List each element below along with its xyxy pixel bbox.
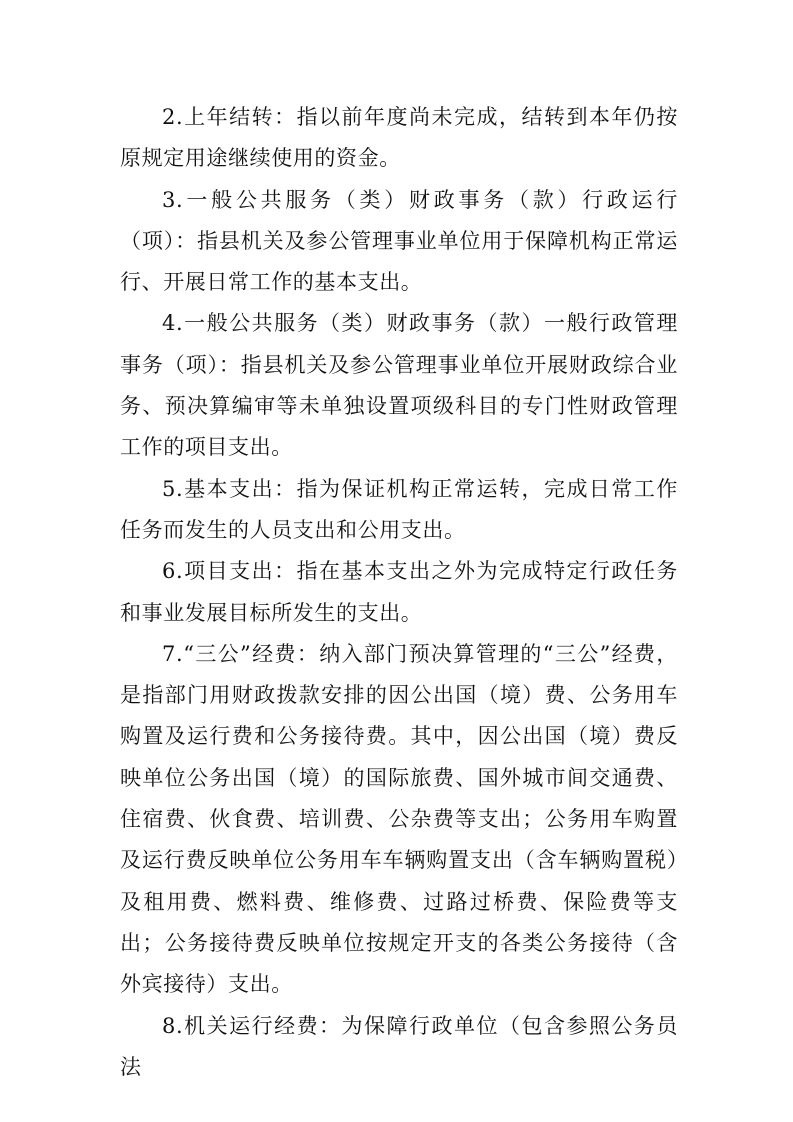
paragraph-item-4-general-administrative-affairs: 4.一般公共服务（类）财政事务（款）一般行政管理事务（项）：指县机关及参公管理事业单位开展财政综合业务、预决算编审等未单独设置项级科目的专门性财政管理工作的项目支出。 (120, 311, 678, 460)
document-body (120, 97, 678, 1088)
paragraph-item-8-agency-operating-expenses: 8.机关运行经费：为保障行政单位（包含参照公务员法 (120, 1013, 678, 1079)
paragraph-item-2-prior-year-carryover: 2.上年结转：指以前年度尚未完成，结转到本年仍按原规定用途继续使用的资金。 (120, 105, 678, 171)
paragraph-item-5-basic-expenditure: 5.基本支出：指为保证机构正常运转，完成日常工作任务而发生的人员支出和公用支出。 (120, 476, 678, 542)
paragraph-item-7-three-public-expenses: 7.“三公”经费：纳入部门预决算管理的“三公”经费，是指部门用财政拨款安排的因公出国（境）费、公务用车购置及运行费和公务接待费。其中，因公出国（境）费反映单位公务出国（境）的国际旅费、国外城市间交通费、住宿费、伙食费、培训费、公杂费等支出；公务用车购置及运行费反映单位公务用车车辆购置支出（含车辆购置税）及租用费、燃料费、维修费、过路过桥费、保险费等支出；公务接待费反映单位按规定开支的各类公务接待（含外宾接待）支出。 (120, 641, 678, 997)
paragraph-item-6-project-expenditure: 6.项目支出：指在基本支出之外为完成特定行政任务和事业发展目标所发生的支出。 (120, 559, 678, 625)
paragraph-item-3-administrative-operation: 3.一般公共服务（类）财政事务（款）行政运行（项）：指县机关及参公管理事业单位用于保障机构正常运行、开展日常工作的基本支出。 (120, 187, 678, 295)
